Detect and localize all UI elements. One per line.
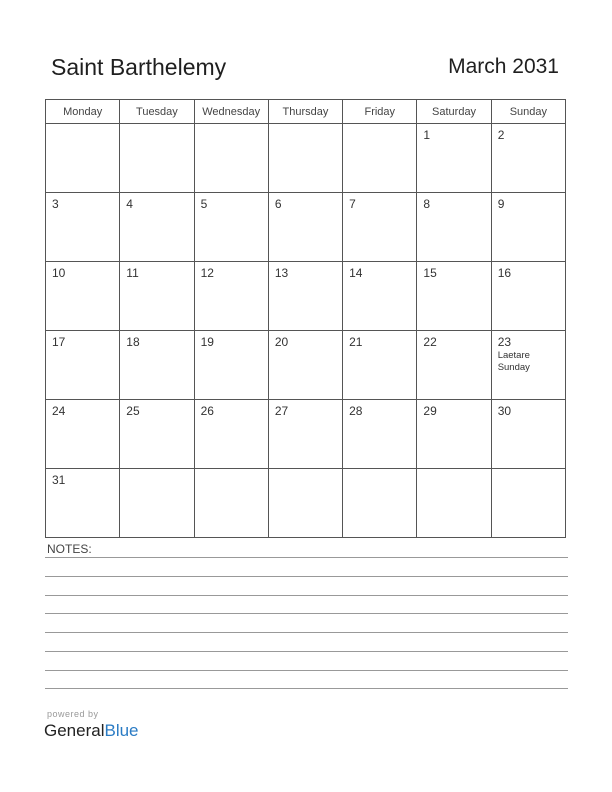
day-number: 2 [497,128,505,142]
notes-line [45,651,568,652]
day-number: 18 [126,335,140,349]
notes-line [45,576,568,577]
day-number: 14 [349,266,363,280]
day-cell [268,124,342,193]
day-number: 15 [423,266,437,280]
day-number: 16 [497,266,512,280]
day-number: 28 [349,404,363,418]
day-cell [120,400,194,469]
day-cell [491,193,565,262]
day-cell [343,469,417,538]
week-row [46,124,566,193]
day-number: 13 [274,266,289,280]
brand-name-part1: General [44,721,105,740]
day-cell [417,193,491,262]
day-cell [46,124,120,193]
month-year: March 2031 [448,55,559,78]
holiday-label: Laetare Sunday [497,350,530,373]
day-cell [491,262,565,331]
day-cell [268,262,342,331]
day-cell [491,400,565,469]
day-cell [343,331,417,400]
day-cell [46,262,120,331]
day-number: 5 [200,197,208,211]
day-cell [417,469,491,538]
day-cell [417,400,491,469]
day-number: 9 [497,197,505,211]
day-number: 7 [349,197,356,211]
weekday-tuesday: Tuesday [120,100,194,124]
day-cell [268,400,342,469]
notes-line [45,688,568,689]
day-cell [194,469,268,538]
day-cell [46,331,120,400]
page-title: Saint Barthelemy [51,54,227,80]
day-cell [46,193,120,262]
day-number: 20 [274,335,289,349]
day-number: 22 [423,335,437,349]
day-number: 31 [52,473,66,487]
notes-line [45,632,568,633]
week-row [46,193,566,262]
day-number: 12 [200,266,214,280]
week-row [46,331,566,400]
day-cell [46,469,120,538]
weekday-friday: Friday [343,100,417,124]
day-cell [417,331,491,400]
day-cell [491,124,565,193]
day-number: 11 [126,266,139,280]
weekday-sunday: Sunday [491,100,565,124]
day-number: 1 [423,128,431,142]
day-number: 23 [497,335,512,349]
week-row [46,400,566,469]
brand-logo [44,721,139,741]
day-number: 19 [200,335,214,349]
day-cell [120,331,194,400]
notes-line [45,670,568,671]
day-cell [343,400,417,469]
day-cell [268,193,342,262]
day-cell [417,124,491,193]
weekday-wednesday: Wednesday [194,100,268,124]
day-number: 10 [52,266,66,280]
calendar-grid [45,99,566,538]
day-number: 27 [274,404,289,418]
day-number: 4 [126,197,133,211]
day-number: 8 [423,197,431,211]
day-cell [194,400,268,469]
day-number: 6 [274,197,282,211]
day-cell [46,400,120,469]
weekday-thursday: Thursday [268,100,342,124]
day-cell [120,469,194,538]
day-number: 30 [497,404,512,418]
brand-name-part2: Blue [104,721,139,740]
week-row [46,469,566,538]
notes-line [45,557,568,558]
day-number: 17 [52,335,66,349]
day-cell [120,193,194,262]
day-cell [343,262,417,331]
day-cell [343,124,417,193]
day-number: 24 [52,404,66,418]
notes-label: NOTES: [47,542,92,556]
week-row [46,262,566,331]
day-cell [194,262,268,331]
day-cell [491,469,565,538]
weekday-saturday: Saturday [417,100,491,124]
powered-by-text: powered by [47,709,99,719]
day-cell [268,331,342,400]
day-cell [194,124,268,193]
day-cell [491,331,565,400]
day-number: 3 [52,197,59,211]
day-cell [343,193,417,262]
day-cell [417,262,491,331]
day-cell [120,262,194,331]
day-cell [194,193,268,262]
day-number: 21 [349,335,363,349]
day-cell [194,331,268,400]
notes-line [45,595,568,596]
weekday-monday: Monday [46,100,120,124]
day-number: 25 [126,404,140,418]
day-cell [268,469,342,538]
notes-line [45,613,568,614]
weekday-header-row [46,100,566,124]
day-number: 29 [423,404,437,418]
day-number: 26 [200,404,214,418]
day-cell [120,124,194,193]
